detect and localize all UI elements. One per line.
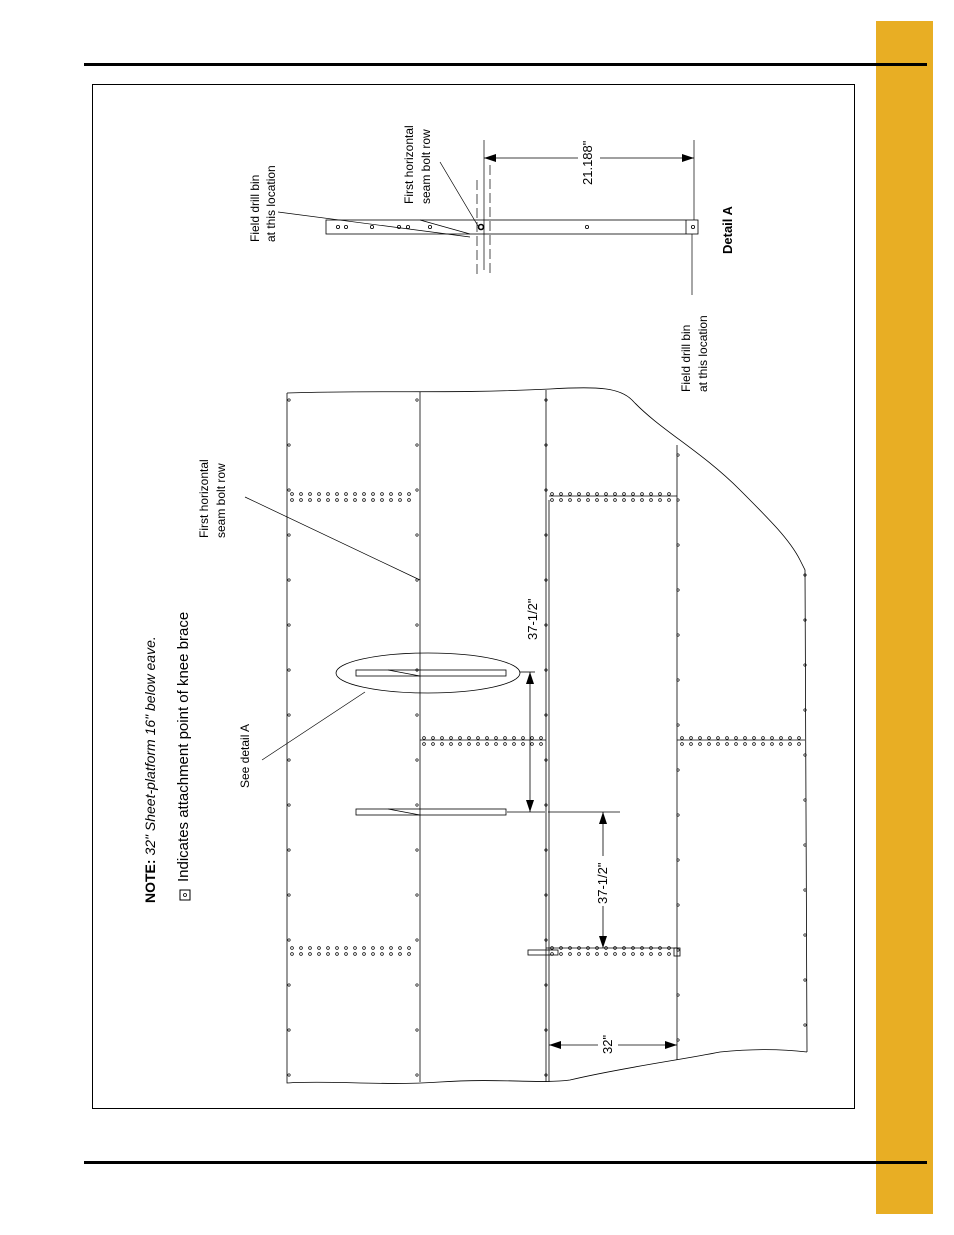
bolt-dot [372,499,375,502]
bolt-dot [522,737,525,740]
see-detail-leader [262,692,365,760]
bolt-dot [416,759,418,761]
field-drill-right-2: at this location [696,315,710,392]
field-drill-right-1: Field drill bin [679,324,693,392]
bolt-dot [690,743,693,746]
bolt-dot [345,953,348,956]
dimension-a [507,672,545,812]
bolt-dot [560,499,563,502]
bolt-dot [578,493,581,496]
detail-dimension-label: 21.188" [580,140,595,185]
bolt-dot [762,737,765,740]
bolt-dot [659,953,662,956]
bolt-dot [381,947,384,950]
bolt-dot [416,1029,418,1031]
bolt-dot [668,499,671,502]
bolt-dot [632,493,635,496]
drawing-frame [93,85,855,1109]
bolt-dot [390,953,393,956]
bolt-dot [450,743,453,746]
bolt-dot [578,953,581,956]
bolt-dot [771,737,774,740]
bolt-dot [416,939,418,941]
bolt-dot [681,743,684,746]
bolt-dot [288,939,290,941]
bolt-dot [596,493,599,496]
bolt-dot [632,953,635,956]
bolt-dot [291,953,294,956]
bolt-dot [804,979,806,981]
bolt-row-label-1: First horizontal [197,459,211,538]
bolt-dot [309,493,312,496]
bolt-dot [381,493,384,496]
legend-dot-icon [184,894,187,897]
bolt-dot [309,499,312,502]
bolt-dot [569,499,572,502]
bolt-dot [744,737,747,740]
bolt-dot [441,737,444,740]
bolt-dot [623,493,626,496]
bolt-dot [288,759,290,761]
bolt-dot [327,499,330,502]
bolt-dot [288,669,290,671]
sheet-outline [287,388,807,1084]
bolt-dot [468,743,471,746]
bolt-dot [336,947,339,950]
bolt-dot [513,743,516,746]
bolt-dot [605,499,608,502]
bolt-dot [578,499,581,502]
see-detail-label: See detail A [238,723,252,788]
bolt-dot [753,743,756,746]
bolt-dot [416,1074,418,1076]
bolt-dot [354,947,357,950]
bolt-dot [560,493,563,496]
bolt-dot [416,714,418,716]
bolt-dot [318,947,321,950]
bolt-dot [318,953,321,956]
bolt-dot [416,624,418,626]
bolt-dot [441,743,444,746]
bolt-dot [372,493,375,496]
bolt-dot [416,489,418,491]
bolt-dot [416,984,418,986]
bolt-dot [804,934,806,936]
bolt-dot [531,737,534,740]
bolt-dot [372,947,375,950]
bolt-dot [423,737,426,740]
bolt-dot [408,493,411,496]
note-text: NOTE: 32" Sheet-platform 16" below eave. [142,636,158,903]
bolt-dot [804,1024,806,1026]
bolt-dot [354,493,357,496]
bolt-dots [288,399,806,1076]
bolt-dot [363,947,366,950]
bolt-dot [288,624,290,626]
bolt-dot [605,953,608,956]
bolt-dot [363,493,366,496]
bolt-dot [569,493,572,496]
bolt-dot [291,499,294,502]
bolt-dot [753,737,756,740]
bolt-dot [587,953,590,956]
bolt-dot [432,743,435,746]
bolt-dot [416,444,418,446]
bolt-dot [354,953,357,956]
bolt-dot [659,493,662,496]
bolt-dot [408,499,411,502]
bolt-dot [708,737,711,740]
bolt-dot [798,743,801,746]
bolt-dot [336,499,339,502]
bolt-dot [587,493,590,496]
bolt-dot [486,743,489,746]
bolt-dot [614,499,617,502]
bolt-dot [288,849,290,851]
bolt-dot [432,737,435,740]
detail-bolt-row-1: First horizontal [402,125,416,204]
bolt-dot [300,499,303,502]
legend-text: Indicates attachment point of knee brace [175,611,192,882]
bolt-dot [390,499,393,502]
bolt-dot [336,493,339,496]
bolt-dot [390,947,393,950]
bolt-dot [288,444,290,446]
bolt-dot [468,737,471,740]
bolt-dot [309,953,312,956]
bolt-dot [300,493,303,496]
bolt-dot [423,743,426,746]
bolt-dot [650,493,653,496]
bolt-dot [504,743,507,746]
bolt-dot [309,947,312,950]
bolt-row-label-2: seam bolt row [214,463,228,538]
bolt-dot [726,743,729,746]
bolt-dot [735,743,738,746]
bolt-dot [668,953,671,956]
bolt-dot [560,953,563,956]
bolt-dot [288,534,290,536]
bolt-dot [495,743,498,746]
bolt-dot [416,894,418,896]
bolt-dot [336,953,339,956]
bolt-dot [345,499,348,502]
bolt-dot [504,737,507,740]
bolt-dot [623,499,626,502]
bolt-dot [408,953,411,956]
detail-ellipse [336,653,520,693]
bolt-dot [641,499,644,502]
bolt-dot [288,1074,290,1076]
bolt-dot [450,737,453,740]
bolt-dot [690,737,693,740]
detail-a-title: Detail A [720,206,735,254]
bolt-dot [798,737,801,740]
detail-a-brace [326,220,698,234]
bolt-dot [327,947,330,950]
bolt-dot [789,737,792,740]
bolt-dot [318,493,321,496]
bolt-dot [780,737,783,740]
bolt-dot [363,499,366,502]
bolt-dot [659,499,662,502]
bolt-dot [416,399,418,401]
dimension-b-label: 37-1/2" [595,862,610,904]
bolt-dot [354,499,357,502]
bolt-dot [416,804,418,806]
bolt-dot [416,534,418,536]
bolt-dot [771,743,774,746]
bolt-dot [569,953,572,956]
bolt-dot [717,743,720,746]
bolt-dot [399,953,402,956]
bolt-dot [291,493,294,496]
bolt-dot [789,743,792,746]
bolt-dot [762,743,765,746]
bolt-dot [744,743,747,746]
bolt-dot [372,953,375,956]
bolt-dot [399,493,402,496]
bolt-dot [495,737,498,740]
bolt-dot [641,953,644,956]
bolt-dot [459,743,462,746]
bolt-dot [477,737,480,740]
legend-box-icon [180,890,190,900]
bolt-dot [540,737,543,740]
bolt-dot [596,499,599,502]
bolt-dot [416,849,418,851]
bolt-dot [486,737,489,740]
field-drill-leader-left [278,212,470,237]
bolt-dot [531,743,534,746]
bolt-dot [650,953,653,956]
bolt-dot [623,953,626,956]
bolt-dot [345,947,348,950]
bolt-dot [551,493,554,496]
bolt-row-leader [245,497,420,580]
bolt-dot [363,953,366,956]
bolt-dot [327,493,330,496]
detail-bolt-row-2: seam bolt row [419,129,433,204]
field-drill-left-1: Field drill bin [248,174,262,242]
bolt-dot [345,493,348,496]
bolt-dot [699,743,702,746]
bolt-dot [540,743,543,746]
bolt-dot [399,499,402,502]
bolt-dot [551,499,554,502]
bolt-dot [632,499,635,502]
bolt-dot [614,493,617,496]
bolt-dot [288,579,290,581]
bolt-dot [327,953,330,956]
bolt-dot [717,737,720,740]
bolt-dot [288,804,290,806]
bolt-dot [641,493,644,496]
bolt-dot [288,1029,290,1031]
detail-bolt-row-leader [440,162,478,226]
bolt-dot [300,953,303,956]
bolt-dot [596,953,599,956]
bolt-dot [459,737,462,740]
bolt-dot [288,714,290,716]
bolt-dot [605,493,608,496]
bolt-dot [288,984,290,986]
bolt-dot [408,947,411,950]
bolt-dot [477,743,480,746]
bolt-dot [804,889,806,891]
dimension-a-label: 37-1/2" [525,598,540,640]
bolt-dot [291,947,294,950]
bolt-dot [318,499,321,502]
bolt-dot [522,743,525,746]
bolt-dot [288,489,290,491]
bolt-dot [381,499,384,502]
dimension-c-label: 32" [600,1034,615,1054]
bolt-dot [381,953,384,956]
bolt-dot [780,743,783,746]
bolt-dot [399,947,402,950]
bolt-dot [288,399,290,401]
bolt-dot [587,499,590,502]
bolt-dot [390,493,393,496]
bolt-dot [513,737,516,740]
knee-braces [356,670,680,956]
bolt-dot [650,499,653,502]
bolt-dot [300,947,303,950]
bolt-dot [668,493,671,496]
bolt-dot [288,894,290,896]
bolt-dot [726,737,729,740]
bolt-dot [681,737,684,740]
bolt-dot [699,737,702,740]
bolt-dot [735,737,738,740]
bolt-dot [614,953,617,956]
bolt-dot [708,743,711,746]
field-drill-left-2: at this location [264,165,278,242]
